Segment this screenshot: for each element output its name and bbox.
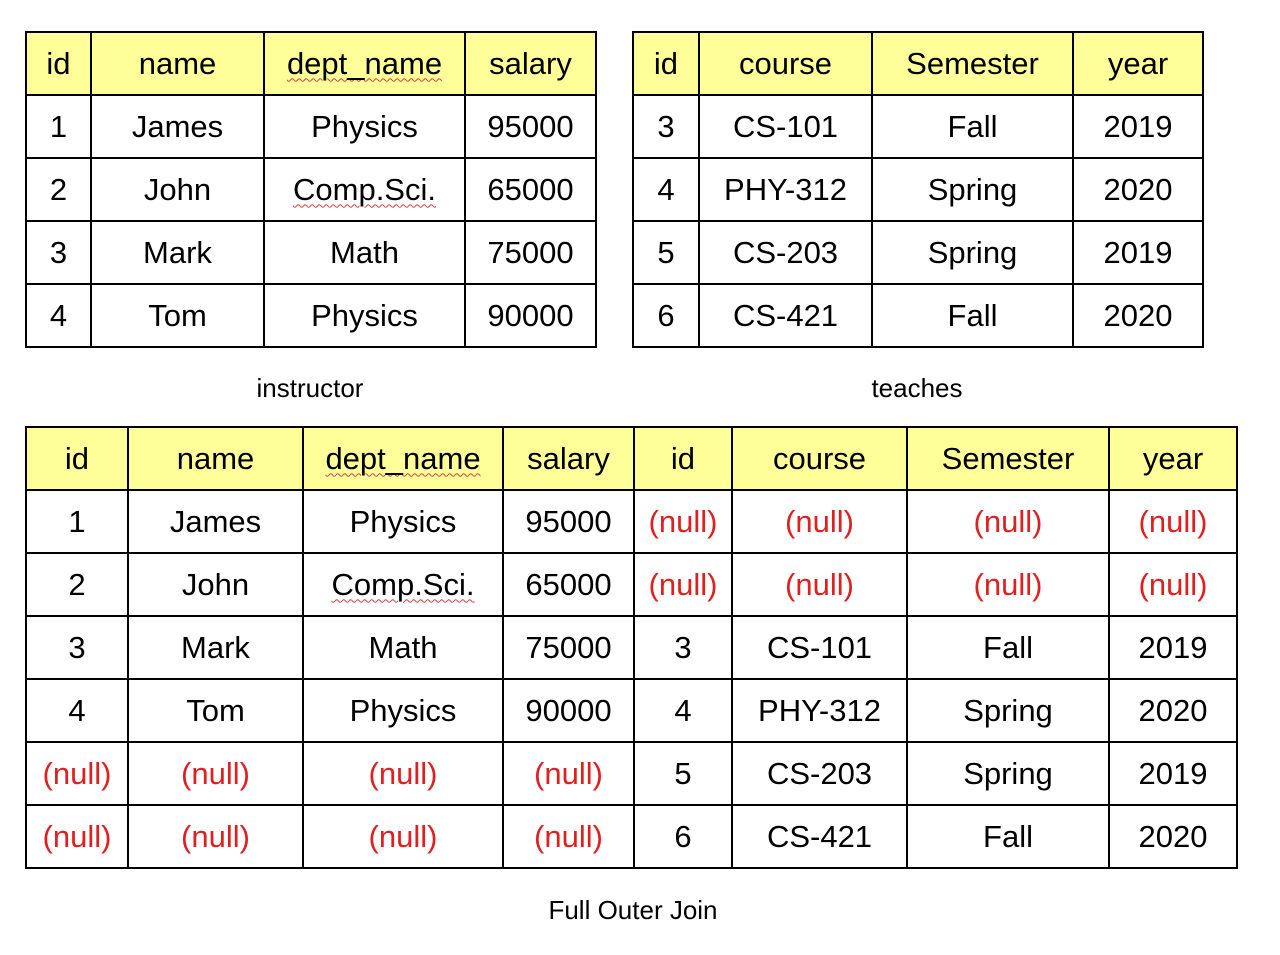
table-cell: 65000: [503, 553, 634, 616]
table-cell: Physics: [303, 490, 503, 553]
table-row: [26, 805, 1237, 868]
teaches-header-id: id: [633, 32, 699, 95]
table-row: [26, 616, 1237, 679]
table-cell: Physics: [264, 95, 465, 158]
teaches-header-semester: Semester: [872, 32, 1073, 95]
table-cell: Spring: [907, 742, 1109, 805]
table-row: [26, 553, 1237, 616]
table-cell: Math: [264, 221, 465, 284]
instructor-table: [25, 31, 597, 348]
null-cell: (null): [634, 553, 732, 616]
table-cell: CS-421: [732, 805, 907, 868]
table-cell: CS-101: [732, 616, 907, 679]
table-cell: James: [91, 95, 264, 158]
table-cell: 3: [634, 616, 732, 679]
table-cell: Spring: [872, 158, 1073, 221]
table-cell: Spring: [907, 679, 1109, 742]
table-row: [26, 742, 1237, 805]
table-cell: 6: [634, 805, 732, 868]
table-cell: Fall: [907, 805, 1109, 868]
table-cell: 90000: [503, 679, 634, 742]
table-cell: Tom: [128, 679, 303, 742]
table-cell: CS-203: [699, 221, 872, 284]
null-cell: (null): [303, 805, 503, 868]
table-cell: Math: [303, 616, 503, 679]
null-cell: (null): [26, 805, 128, 868]
null-cell: (null): [1109, 490, 1237, 553]
join-header-year: year: [1109, 427, 1237, 490]
table-cell: 6: [633, 284, 699, 347]
table-cell: 2020: [1109, 805, 1237, 868]
join-header-course: course: [732, 427, 907, 490]
null-cell: (null): [634, 490, 732, 553]
table-row: [26, 95, 596, 158]
table-cell: Fall: [907, 616, 1109, 679]
null-cell: (null): [732, 490, 907, 553]
instructor-header-salary: salary: [465, 32, 596, 95]
table-cell: 3: [633, 95, 699, 158]
table-cell: Mark: [128, 616, 303, 679]
teaches-caption: teaches: [871, 373, 963, 403]
join-header-dept-name-text: dept_name: [325, 440, 481, 476]
table-cell: CS-421: [699, 284, 872, 347]
table-cell: PHY-312: [732, 679, 907, 742]
table-cell: PHY-312: [699, 158, 872, 221]
table-cell: 2019: [1073, 95, 1203, 158]
null-cell: (null): [1109, 553, 1237, 616]
null-cell: (null): [128, 805, 303, 868]
table-cell: CS-101: [699, 95, 872, 158]
join-header-id: id: [26, 427, 128, 490]
table-cell: CS-203: [732, 742, 907, 805]
table-cell: 4: [633, 158, 699, 221]
table-cell: 5: [633, 221, 699, 284]
instructor-header-dept-name-text: dept_name: [286, 45, 443, 81]
table-cell: 95000: [465, 95, 596, 158]
table-cell: James: [128, 490, 303, 553]
table-cell: 4: [26, 284, 91, 347]
table-cell-text: Comp.Sci.: [331, 566, 475, 602]
full-outer-join-table: [25, 426, 1238, 869]
table-cell: 75000: [465, 221, 596, 284]
table-cell: John: [91, 158, 264, 221]
table-cell: [264, 158, 465, 221]
table-cell: 4: [634, 679, 732, 742]
table-cell: John: [128, 553, 303, 616]
table-cell: Spring: [872, 221, 1073, 284]
null-cell: (null): [907, 490, 1109, 553]
table-cell: [303, 553, 503, 616]
table-cell: 4: [26, 679, 128, 742]
null-cell: (null): [303, 742, 503, 805]
table-row: [26, 679, 1237, 742]
join-header-salary: salary: [503, 427, 634, 490]
table-cell: 3: [26, 221, 91, 284]
table-cell: Physics: [264, 284, 465, 347]
join-header-semester: Semester: [907, 427, 1109, 490]
table-cell: 1: [26, 95, 91, 158]
table-row: [633, 158, 1203, 221]
null-cell: (null): [26, 742, 128, 805]
table-row: [26, 158, 596, 221]
table-cell: 5: [634, 742, 732, 805]
table-cell: Tom: [91, 284, 264, 347]
table-cell: 2019: [1109, 616, 1237, 679]
table-cell: 2020: [1073, 158, 1203, 221]
table-row: [26, 490, 1237, 553]
table-cell: 2019: [1109, 742, 1237, 805]
join-header-id-2: id: [634, 427, 732, 490]
full-outer-join-caption: Full Outer Join: [548, 895, 718, 925]
table-row: [633, 95, 1203, 158]
instructor-caption: instructor: [256, 373, 364, 403]
instructor-header-row: [26, 32, 596, 95]
table-cell: 90000: [465, 284, 596, 347]
null-cell: (null): [503, 805, 634, 868]
teaches-header-year: year: [1073, 32, 1203, 95]
table-cell: 1: [26, 490, 128, 553]
table-row: [26, 284, 596, 347]
table-cell: 2: [26, 158, 91, 221]
instructor-header-name: name: [91, 32, 264, 95]
join-header-name: name: [128, 427, 303, 490]
table-cell: 3: [26, 616, 128, 679]
table-cell: 2: [26, 553, 128, 616]
table-cell: Fall: [872, 284, 1073, 347]
table-row: [633, 221, 1203, 284]
table-cell: Physics: [303, 679, 503, 742]
null-cell: (null): [732, 553, 907, 616]
table-cell: 2020: [1073, 284, 1203, 347]
table-cell-text: Comp.Sci.: [293, 171, 436, 207]
table-cell: Fall: [872, 95, 1073, 158]
table-cell: 2019: [1073, 221, 1203, 284]
table-row: [633, 284, 1203, 347]
instructor-header-dept-name: [264, 32, 465, 95]
teaches-header-course: course: [699, 32, 872, 95]
table-cell: 75000: [503, 616, 634, 679]
instructor-header-id: id: [26, 32, 91, 95]
table-cell: Mark: [91, 221, 264, 284]
table-cell: 2020: [1109, 679, 1237, 742]
null-cell: (null): [503, 742, 634, 805]
null-cell: (null): [907, 553, 1109, 616]
join-header-dept-name: [303, 427, 503, 490]
table-cell: 95000: [503, 490, 634, 553]
table-cell: 65000: [465, 158, 596, 221]
table-row: [26, 221, 596, 284]
teaches-header-row: [633, 32, 1203, 95]
join-header-row: [26, 427, 1237, 490]
null-cell: (null): [128, 742, 303, 805]
teaches-table: [632, 31, 1204, 348]
